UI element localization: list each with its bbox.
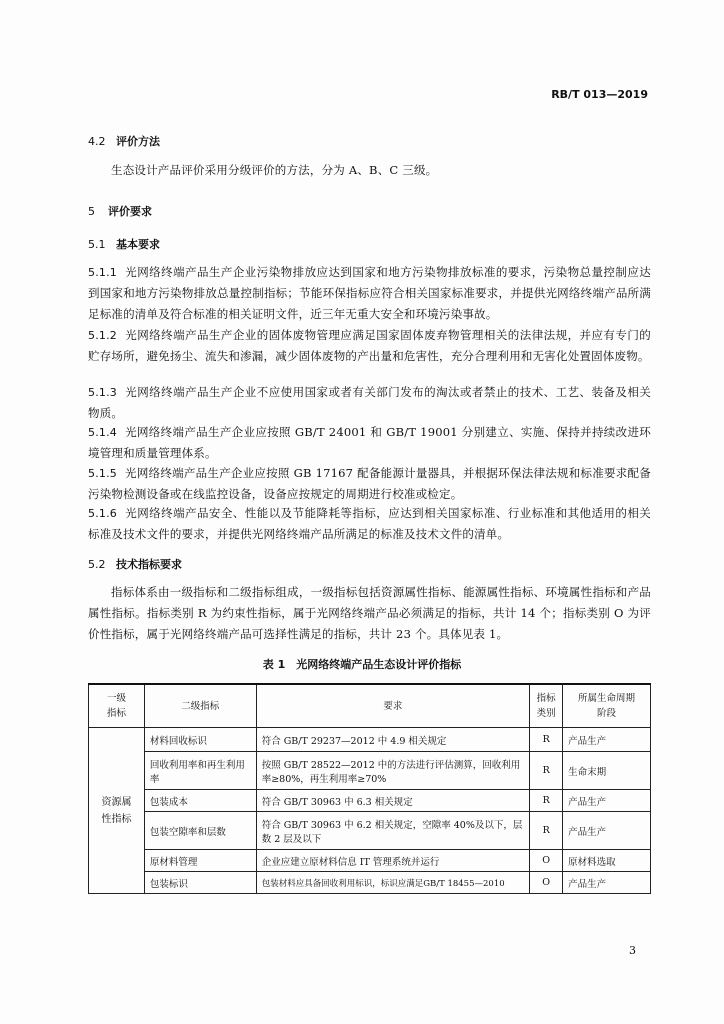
evaluation-indicator-table <box>88 683 651 894</box>
table-row <box>89 790 651 812</box>
indicator-requirement: 符合 GB/T 30963 中 6.3 相关规定 <box>256 790 529 812</box>
indicator-requirement: 按照 GB/T 28522—2012 中的方法进行评估测算，回收利用率≥80%，再生利用率≥70% <box>256 752 529 790</box>
document-code-header: RB/T 013—2019 <box>551 88 648 101</box>
clause-5-1-1 <box>88 262 651 325</box>
indicator-stage: 产品生产 <box>563 790 651 812</box>
header-category: 指标 类别 <box>530 684 563 728</box>
indicator-category: R <box>530 790 563 812</box>
group-resource-attribute: 资源属 性指标 <box>89 728 145 894</box>
indicator-requirement: 符合 GB/T 29237—2012 中 4.9 相关规定 <box>256 728 529 752</box>
page-number: 3 <box>629 944 636 957</box>
indicator-stage: 产品生产 <box>563 872 651 894</box>
table-row <box>89 812 651 850</box>
table-row <box>89 872 651 894</box>
table-row <box>89 752 651 790</box>
indicator-name: 包装标识 <box>144 872 256 894</box>
section-5-2-paragraph: 指标体系由一级指标和二级指标组成，一级指标包括资源属性指标、能源属性指标、环境属性指标和产品属性指标。指标类别 R 为约束性指标，属于光网络终端产品必须满足的指标，共计 14 个；指标类别 O 为评价性指标，属于光网络终端产品可选择性满足的指标，共计 23 个。具体见表 1。 <box>88 585 651 641</box>
indicator-stage: 原材料选取 <box>563 850 651 872</box>
header-lifecycle-stage: 所属生命周期 阶段 <box>563 684 651 728</box>
indicator-requirement: 包装材料应具备回收利用标识，标识应满足GB/T 18455—2010 <box>256 872 529 894</box>
indicator-requirement: 企业应建立原材料信息 IT 管理系统并运行 <box>256 850 529 872</box>
clause-text: 光网络终端产品生产企业不应使用国家或者有关部门发布的淘汰或者禁止的技术、工艺、装备及相关物质。 <box>88 385 651 420</box>
clause-number: 5.1.3 <box>88 386 117 399</box>
section-4-2-paragraph: 生态设计产品评价采用分级评价的方法，分为 A、B、C 三级。 <box>111 163 438 177</box>
header-level1: 一级 指标 <box>89 684 145 728</box>
section-5-1-heading <box>88 236 160 252</box>
indicator-requirement: 符合 GB/T 30963 中 6.2 相关规定，空隙率 40%及以下，层数 2 层及以下 <box>256 812 529 850</box>
section-number: 5 <box>88 205 95 218</box>
indicator-stage: 产品生产 <box>563 812 651 850</box>
clause-text: 光网络终端产品生产企业污染物排放应达到国家和地方污染物排放标准的要求，污染物总量控制应达到国家和地方污染物排放总量控制指标；节能环保指标应符合相关国家标准要求，并提供光网络终端产品所满足标准的清单及符合标准的相关证明文件，近三年无重大安全和环境污染事故。 <box>88 265 651 321</box>
indicator-category: R <box>530 728 563 752</box>
indicator-name: 材料回收标识 <box>144 728 256 752</box>
header-requirement: 要求 <box>256 684 529 728</box>
indicator-category: O <box>530 850 563 872</box>
clause-5-1-3 <box>88 382 651 424</box>
section-number: 5.2 <box>88 558 106 571</box>
clause-text: 光网络终端产品生产企业的固体废物管理应满足国家固体废弃物管理相关的法律法规，并应有专门的贮存场所，避免扬尘、流失和渗漏，减少固体废物的产出量和危害性，充分合理利用和无害化处置固体废物。 <box>88 328 651 363</box>
section-title: 技术指标要求 <box>116 558 182 571</box>
section-title: 基本要求 <box>116 238 160 251</box>
indicator-stage: 产品生产 <box>563 728 651 752</box>
clause-5-1-6 <box>88 503 651 545</box>
section-number: 5.1 <box>88 238 106 251</box>
indicator-name: 回收利用率和再生利用率 <box>144 752 256 790</box>
clause-number: 5.1.1 <box>88 266 117 279</box>
section-4-2-heading <box>88 133 160 149</box>
clause-5-1-5 <box>88 463 651 505</box>
clause-number: 5.1.2 <box>88 329 117 342</box>
indicator-name: 包装空隙率和层数 <box>144 812 256 850</box>
clause-number: 5.1.5 <box>88 467 117 480</box>
section-title: 评价方法 <box>116 135 160 148</box>
section-5-2-heading <box>88 556 182 572</box>
indicator-category: O <box>530 872 563 894</box>
table-row <box>89 728 651 752</box>
header-level2: 二级指标 <box>144 684 256 728</box>
section-number: 4.2 <box>88 135 106 148</box>
clause-5-1-4 <box>88 422 651 464</box>
indicator-category: R <box>530 752 563 790</box>
indicator-category: R <box>530 812 563 850</box>
indicator-name: 原材料管理 <box>144 850 256 872</box>
table-row <box>89 850 651 872</box>
clause-text: 光网络终端产品生产企业应按照 GB 17167 配备能源计量器具，并根据环保法律法规和标准要求配备污染物检测设备或在线监控设备，设备应按规定的周期进行校准或检定。 <box>88 466 651 501</box>
clause-number: 5.1.6 <box>88 507 117 520</box>
clause-text: 光网络终端产品安全、性能以及节能降耗等指标，应达到相关国家标准、行业标准和其他适用的相关标准及技术文件的要求，并提供光网络终端产品所满足的标准及技术文件的清单。 <box>88 506 651 541</box>
table-header-row <box>89 684 651 728</box>
clause-number: 5.1.4 <box>88 426 117 439</box>
section-5-heading <box>88 203 152 219</box>
section-title: 评价要求 <box>108 205 152 218</box>
table-title: 表 1 光网络终端产品生态设计评价指标 <box>262 658 462 671</box>
clause-5-1-2 <box>88 325 651 367</box>
indicator-stage: 生命末期 <box>563 752 651 790</box>
clause-text: 光网络终端产品生产企业应按照 GB/T 24001 和 GB/T 19001 分别建立、实施、保持并持续改进环境管理和质量管理体系。 <box>88 425 651 460</box>
indicator-name: 包装成本 <box>144 790 256 812</box>
